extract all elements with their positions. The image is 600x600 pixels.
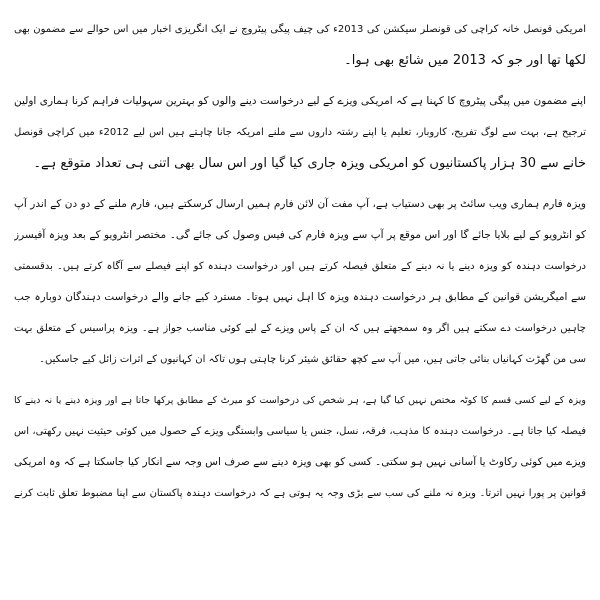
text-line: ویزہ فارم ہماری ویب سائٹ پر بھی دستیاب ہے، آپ مفت آن لائن فارم ہمیں ارسال کرسکتے ہیں، فارم ملنے کے دو دن کے اندر آپ bbox=[14, 198, 586, 210]
text-line: سے امیگریشن قوانین کے مطابق ہر درخواست دہندہ ویزہ کا اہل نہیں ہوتا۔ مسترد کیے جانے والے درخواست دہندگان دوبارہ جب bbox=[14, 291, 586, 303]
paragraph-3 bbox=[14, 189, 586, 375]
paragraph-1 bbox=[14, 14, 586, 76]
text-line: کو انٹرویو کے لیے بلایا جائے گا اور اس موقع پر آپ سے ویزہ فارم کی فیس وصول کی جائے گی۔ مختصر انٹرویو کے بعد ویزہ آفیسرز bbox=[14, 229, 586, 241]
text-line: امریکی قونصل خانہ کراچی کی قونصلر سیکشن کی 2013ء کی چیف پیگی پیٹروچ نے ایک انگریزی اخبار میں اس حوالے سے مضمون بھی bbox=[14, 24, 586, 35]
text-line: فیصلہ کیا جاتا ہے۔ درخواست دہندہ کا مذہب، فرقہ، نسل، جنس یا سیاسی وابستگی ویزے کے حصول میں کوئی حیثیت نہیں رکھتی، اس bbox=[14, 426, 586, 437]
text-line: ویزہ کے لیے کسی قسم کا کوٹہ مختص نہیں کیا گیا ہے، ہر شخص کی درخواست کو میرٹ کے مطابق پرکھا جاتا ہے اور ویزہ دینے یا نہ دینے کا bbox=[14, 395, 586, 406]
text-line: اپنے مضمون میں پیگی پیٹروچ کا کہنا ہے کہ امریکی ویزے کے لیے درخواست دینے والوں کو بہترین سہولیات فراہم کرنا ہماری اولین bbox=[14, 95, 586, 107]
paragraph-4 bbox=[14, 385, 586, 509]
text-line: درخواست دہندہ کو ویزہ دینے یا نہ دینے کے متعلق فیصلہ کرتے ہیں اور درخواست دہندہ کو اپنے فیصلے سے آگاہ کرتے ہیں۔ بدقسمتی bbox=[14, 261, 586, 272]
text-line: ویزے میں کوئی رکاوٹ یا آسانی نہیں ہو سکتی۔ کسی کو بھی ویزہ دینے سے صرف اس وجہ سے انکار کیا جاسکتا ہے کہ وہ امریکی bbox=[14, 456, 586, 468]
text-line: لکھا تھا اور جو کہ 2013 میں شائع بھی ہوا۔ bbox=[344, 53, 586, 68]
text-line: چاہیں درخواست دے سکتے ہیں اگر وہ سمجھتے ہیں کہ ان کے پاس ویزے کے لیے کوئی مناسب جواز ہے۔ ویزہ پراسیس کے متعلق بہت bbox=[14, 323, 586, 334]
text-line: قوانین پر پورا نہیں اترتا۔ ویزہ نہ ملنے کی سب سے بڑی وجہ یہ ہوتی ہے کہ درخواست دہندہ پاکستان سے اپنا مضبوط تعلق ثابت کرنے bbox=[14, 488, 586, 499]
text-line: سی من گھڑت کہانیاں بنائی جاتی ہیں، میں آپ سے کچھ حقائق شیئر کرنا چاہتی ہوں تاکہ ان کہانیوں کے اثرات زائل کیے جاسکیں۔ bbox=[39, 354, 586, 365]
article-body bbox=[14, 14, 586, 509]
text-line: خانے سے 30 ہزار پاکستانیوں کو امریکی ویزہ جاری کیا گیا اور اس سال بھی اتنی ہی تعداد متوقع ہے۔ bbox=[33, 156, 586, 171]
text-line: ترجیح ہے، بہت سے لوگ تفریح، کاروبار، تعلیم یا اپنے رشتہ داروں سے ملنے امریکہ جانا چاہتے ہیں اس لیے 2012ء میں کراچی قونصل bbox=[14, 127, 586, 138]
paragraph-2 bbox=[14, 86, 586, 179]
